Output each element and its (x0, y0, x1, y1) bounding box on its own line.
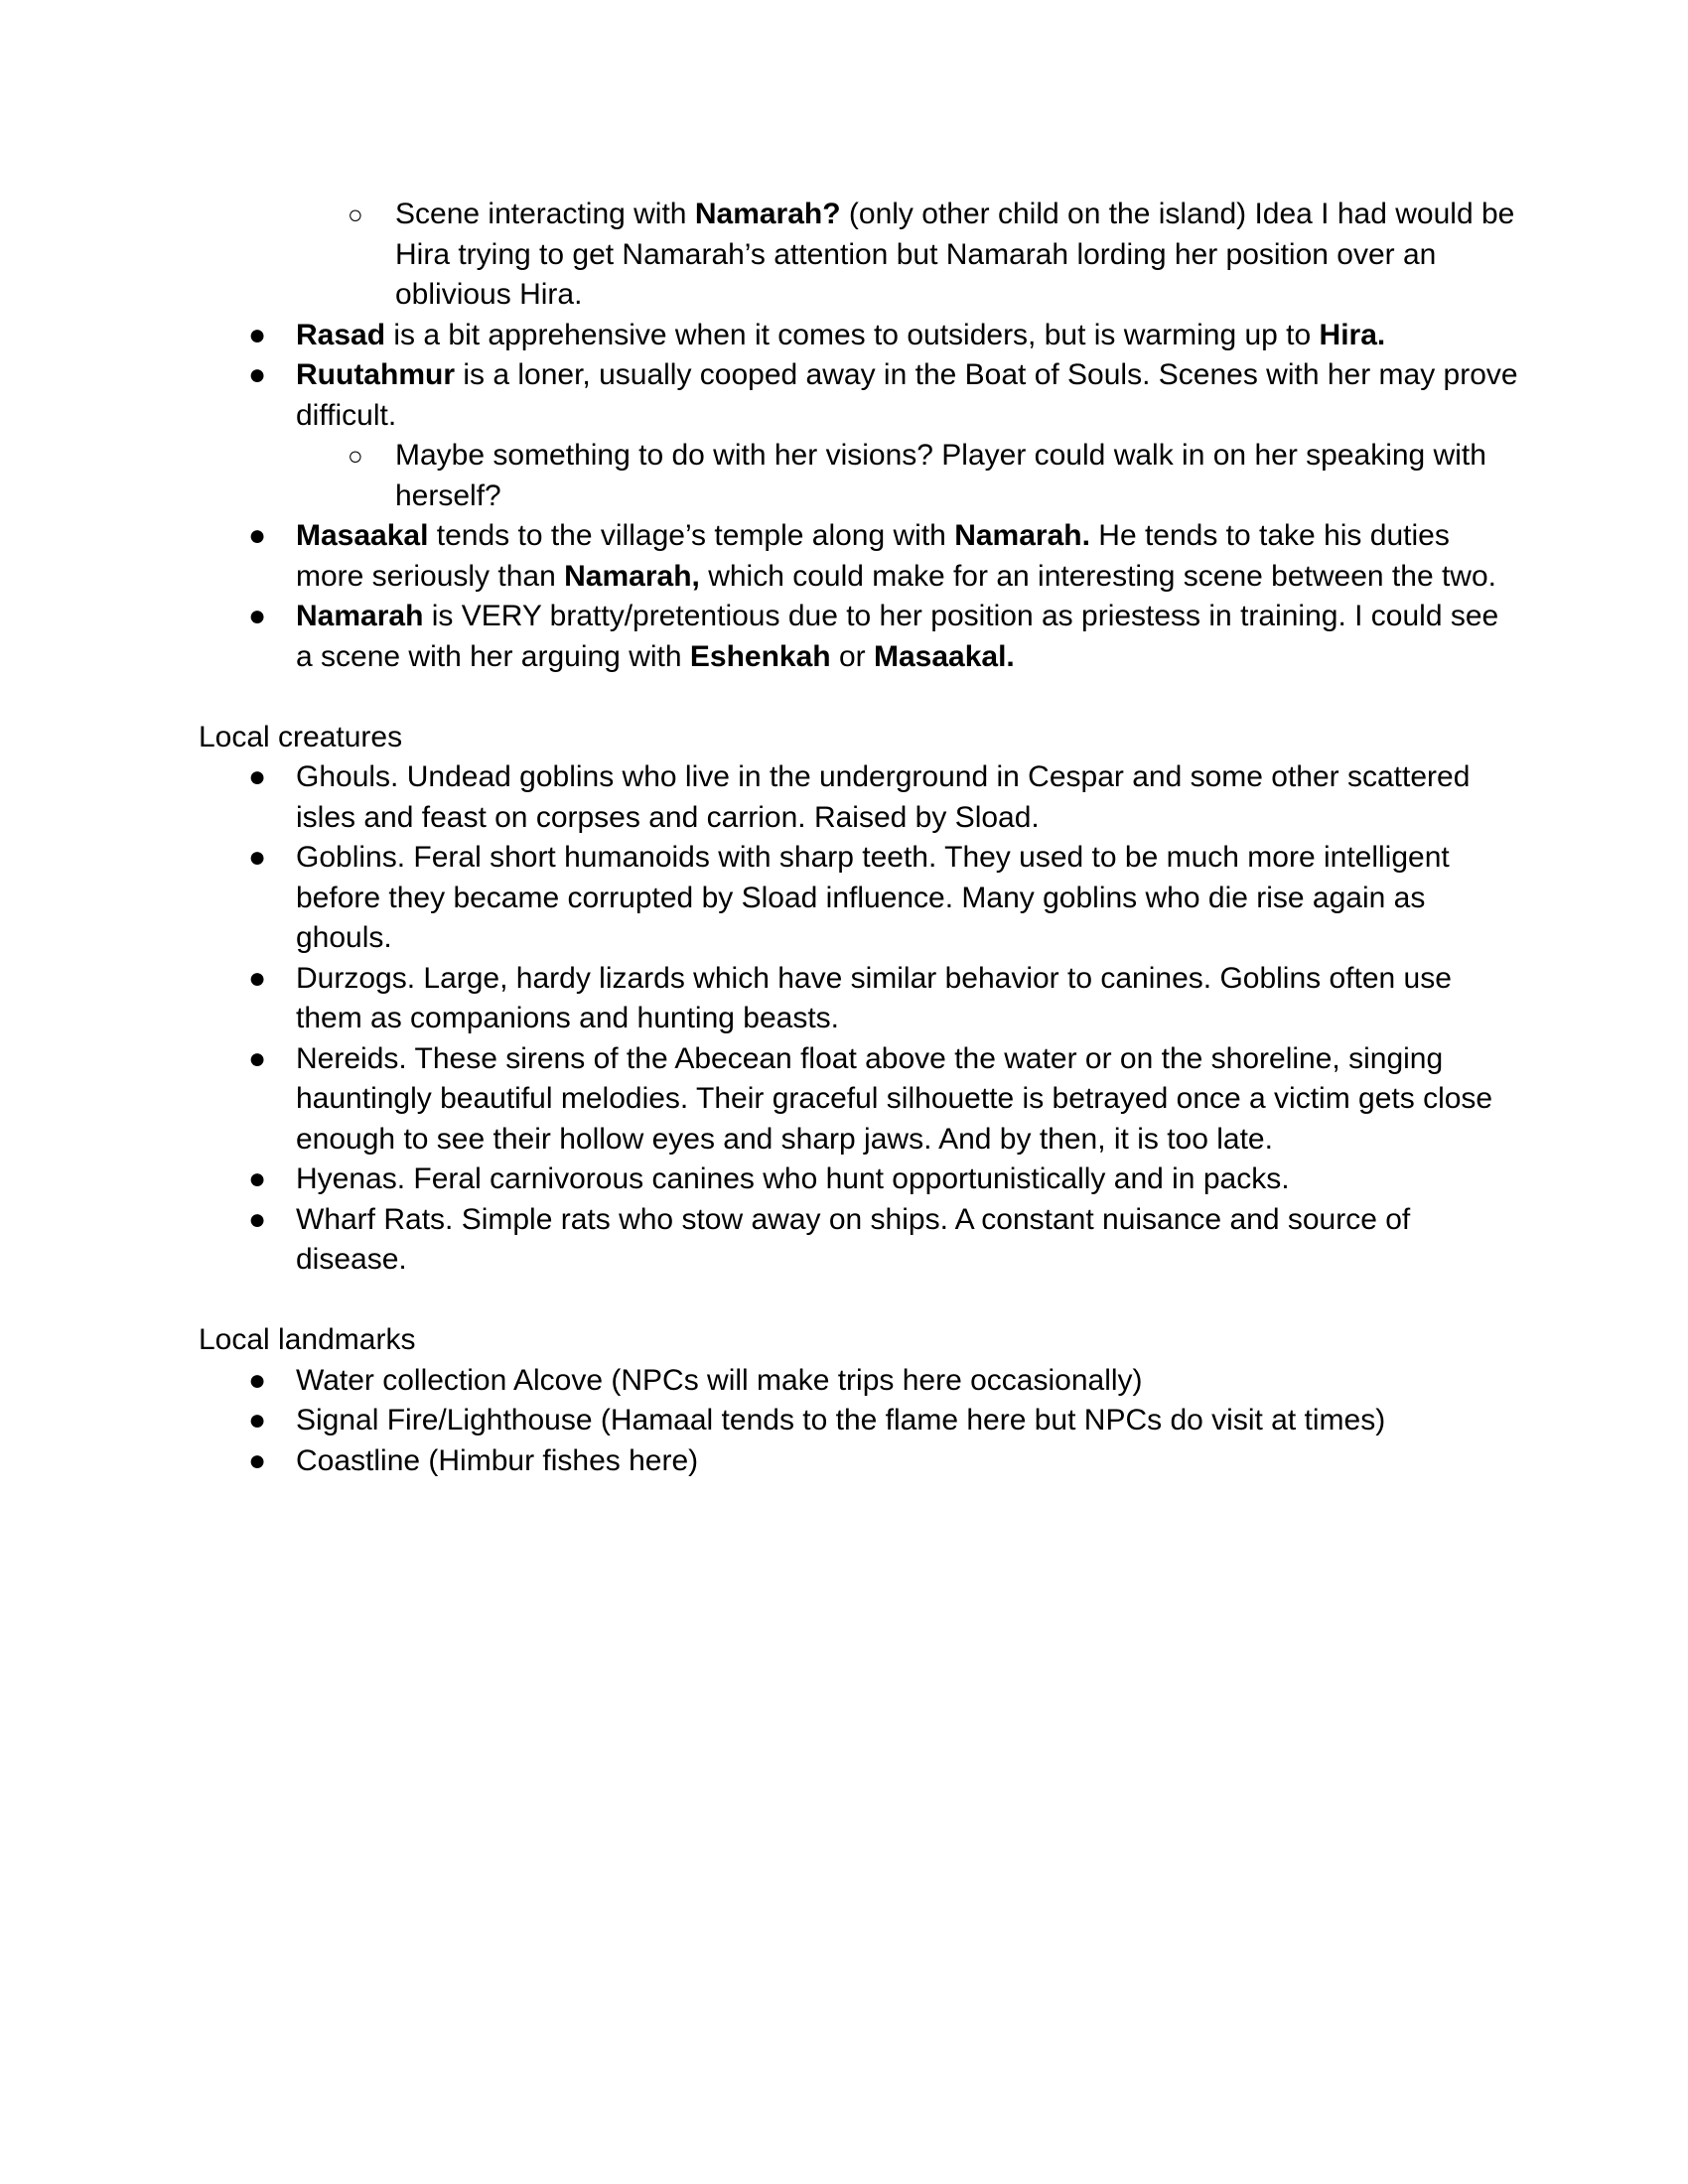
disc-bullet-icon: ● (248, 519, 267, 552)
landmarks-list (199, 1361, 1519, 1482)
disc-bullet-icon: ● (248, 1404, 267, 1436)
section-spacer (199, 1281, 1519, 1321)
disc-bullet-icon: ● (248, 358, 267, 391)
disc-bullet-icon: ● (248, 318, 267, 351)
list-item: ● Rasad is a bit apprehensive when it comes to outsiders, but is warming up to Hira. (199, 316, 1519, 356)
disc-bullet-icon: ● (248, 1162, 267, 1195)
list-item: ● Ghouls. Undead goblins who live in the underground in Cespar and some other scattered isles and feast on corpses and carrion. Raised by Sload. (199, 757, 1519, 838)
list-item: ● Namarah is VERY bratty/pretentious due to her position as priestess in training. I could see a scene with her arguing with Eshenkah or Masaakal. (199, 597, 1519, 677)
disc-bullet-icon: ● (248, 1363, 267, 1397)
creatures-list (199, 757, 1519, 1281)
list-item: ● Wharf Rats. Simple rats who stow away on ships. A constant nuisance and source of disease. (199, 1200, 1519, 1281)
list-item: ○ Maybe something to do with her visions? Player could walk in on her speaking with herself? (199, 436, 1519, 516)
list-item: ● Nereids. These sirens of the Abecean float above the water or on the shoreline, singing hauntingly beautiful melodies. Their graceful silhouette is betrayed once a victim gets close enough to see their hollow eyes and sharp jaws. And by then, it is too late. (199, 1039, 1519, 1160)
disc-bullet-icon: ● (248, 1202, 267, 1236)
disc-bullet-icon: ● (248, 600, 267, 632)
list-item: ● Coastline (Himbur fishes here) (199, 1441, 1519, 1482)
disc-bullet-icon: ● (248, 841, 267, 874)
section-spacer (199, 677, 1519, 718)
list-item: ● Ruutahmur is a loner, usually cooped away in the Boat of Souls. Scenes with her may prove difficult. (199, 355, 1519, 436)
list-item: ● Masaakal tends to the village’s temple along with Namarah. He tends to take his duties more seriously than Namarah, which could make for an interesting scene between the two. (199, 516, 1519, 597)
character-list (199, 316, 1519, 437)
character-list (199, 516, 1519, 677)
list-item: ● Hyenas. Feral carnivorous canines who hunt opportunistically and in packs. (199, 1160, 1519, 1200)
circle-bullet-icon: ○ (348, 200, 363, 229)
list-item: ● Durzogs. Large, hardy lizards which have similar behavior to canines. Goblins often use them as companions and hunting beasts. (199, 959, 1519, 1039)
disc-bullet-icon: ● (248, 1041, 267, 1075)
document-body (199, 195, 1519, 1481)
character-sublist (199, 436, 1519, 516)
circle-bullet-icon: ○ (348, 441, 363, 471)
disc-bullet-icon: ● (248, 760, 267, 793)
list-item: ● Goblins. Feral short humanoids with sharp teeth. They used to be much more intelligent before they became corrupted by Sload influence. Many goblins who die rise again as ghouls. (199, 838, 1519, 959)
list-item: ● Water collection Alcove (NPCs will make trips here occasionally) (199, 1361, 1519, 1402)
list-item: ○ Scene interacting with Namarah? (only other child on the island) Idea I had would be Hira trying to get Namarah’s attention but Namarah lording her position over an oblivious Hira. (199, 195, 1519, 316)
creatures-heading: Local creatures (199, 720, 403, 753)
list-item: ● Signal Fire/Lighthouse (Hamaal tends to the flame here but NPCs do visit at times) (199, 1401, 1519, 1441)
disc-bullet-icon: ● (248, 1443, 267, 1477)
character-sublist (199, 195, 1519, 316)
landmarks-heading: Local landmarks (199, 1323, 416, 1356)
disc-bullet-icon: ● (248, 961, 267, 995)
